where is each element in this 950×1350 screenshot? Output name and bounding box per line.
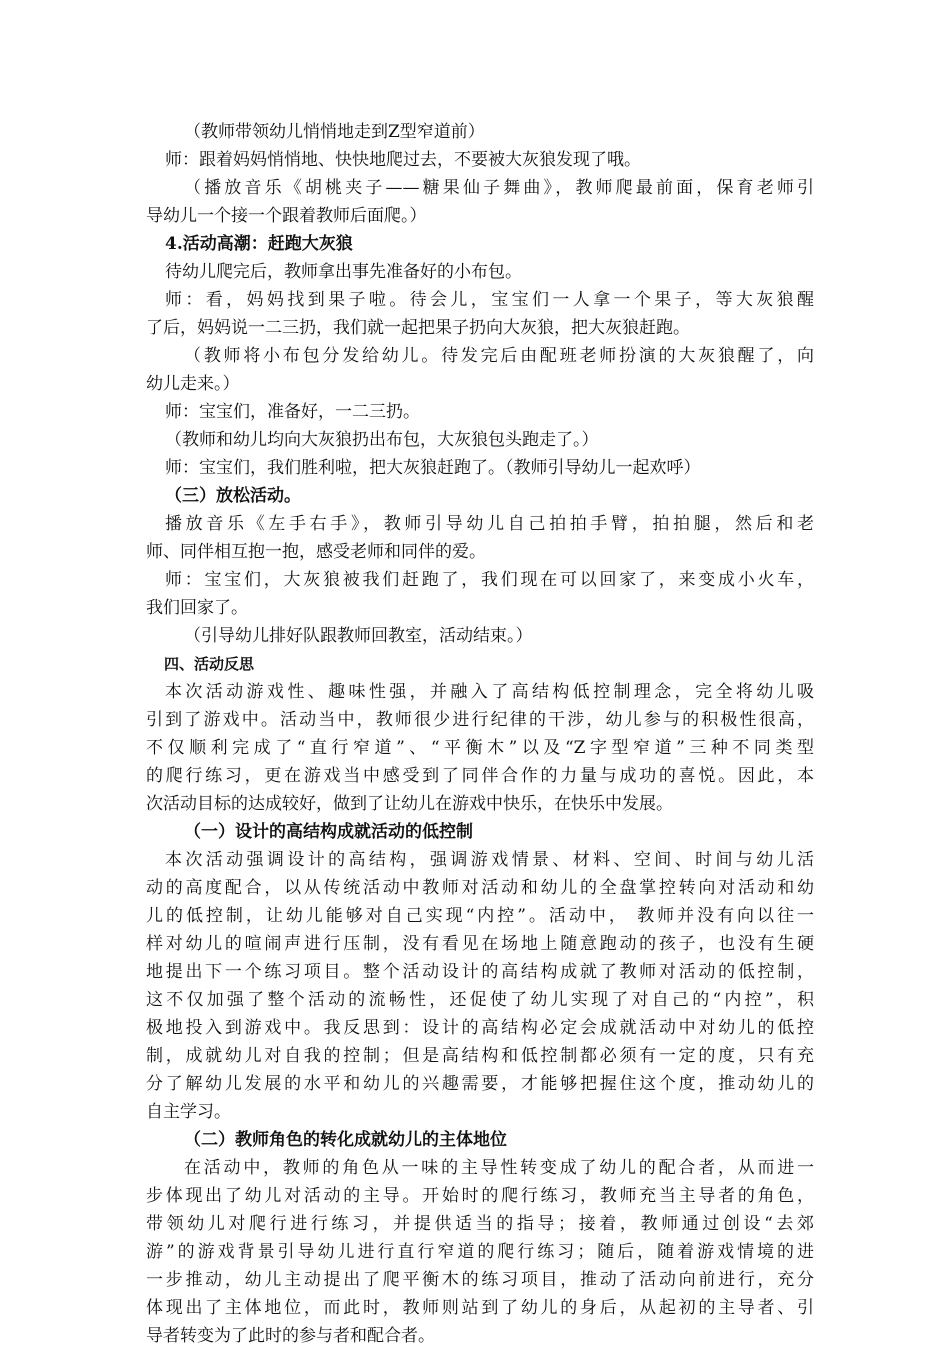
paragraph-cont: 这不仅加强了整个活动的流畅性，还促使了幼儿实现了对自己的“内控”，积 — [146, 990, 814, 1010]
paragraph: 本次活动强调设计的高结构，强调游戏情景、材料、空间、时间与幼儿活 — [165, 850, 814, 870]
design-heading: （一）设计的高结构成就活动的低控制 — [184, 822, 473, 842]
paragraph-cont: 样对幼儿的喧闹声进行压制，没有看见在场地上随意跑动的孩子，也没有生硬 — [146, 934, 814, 954]
teacher-line: 师：看，妈妈找到果子啦。待会儿，宝宝们一人拿一个果子，等大灰狼醒 — [165, 290, 814, 310]
relax-heading: （三）放松活动。 — [165, 486, 301, 506]
paragraph-cont: 体现出了主体地位，而此时，教师则站到了幼儿的身后，从起初的主导者、引 — [146, 1298, 814, 1318]
paragraph-cont: 引到了游戏中。活动当中，教师很少进行纪律的干涉，幼儿参与的积极性很高， — [146, 710, 814, 730]
document-page — [146, 118, 814, 1350]
stage-direction: （播放音乐《胡桃夹子——糖果仙子舞曲》，教师爬最前面，保育老师引 — [184, 178, 814, 198]
paragraph-cont: 的爬行练习，更在游戏当中感受到了同伴合作的力量与成功的喜悦。因此，本 — [146, 766, 814, 786]
teacher-line-cont: 我们回家了。 — [146, 598, 248, 618]
paragraph-cont: 游”的游戏背景引导幼儿进行直行窄道的爬行练习；随后，随着游戏情境的进 — [146, 1242, 814, 1262]
paragraph: 本次活动游戏性、趣味性强，并融入了高结构低控制理念，完全将幼儿吸 — [165, 682, 814, 702]
teacher-line: 师：宝宝们，大灰狼被我们赶跑了，我们现在可以回家了，来变成小火车， — [165, 570, 814, 590]
stage-direction: （教师和幼儿均向大灰狼扔出布包，大灰狼包头跑走了。） — [165, 430, 599, 450]
teacher-line: 师：宝宝们，准备好，一二三扔。 — [165, 402, 420, 422]
paragraph-cont: 师、同伴相互抱一抱，感受老师和同伴的爱。 — [146, 542, 486, 562]
teacher-line: 师：跟着妈妈悄悄地、快快地爬过去，不要被大灰狼发现了哦。 — [165, 150, 641, 170]
stage-direction-cont: 幼儿走来。） — [146, 374, 240, 394]
paragraph-cont: 自主学习。 — [146, 1102, 231, 1122]
paragraph: 播放音乐《左手右手》，教师引导幼儿自己拍拍手臂，拍拍腿，然后和老 — [165, 514, 814, 534]
paragraph-cont: 不仅顺利完成了“直行窄道”、“平衡木”以及“Z字型窄道”三种不同类型 — [146, 738, 814, 758]
stage-direction: （教师带领幼儿悄悄地走到Z型窄道前） — [184, 122, 485, 142]
reflection-heading: 四、活动反思 — [164, 655, 255, 673]
teacher-line: 师：宝宝们，我们胜利啦，把大灰狼赶跑了。（教师引导幼儿一起欢呼） — [165, 458, 701, 478]
paragraph-cont: 带领幼儿对爬行进行练习，并提供适当的指导；接着，教师通过创设“去郊 — [146, 1214, 814, 1234]
paragraph-cont: 儿的低控制，让幼儿能够对自己实现“内控”。活动中， 教师并没有向以往一 — [146, 906, 814, 926]
paragraph-cont: 极地投入到游戏中。我反思到：设计的高结构必定会成就活动中对幼儿的低控 — [146, 1018, 814, 1038]
paragraph-cont: 次活动目标的达成较好，做到了让幼儿在游戏中快乐，在快乐中发展。 — [146, 794, 673, 814]
paragraph: 在活动中，教师的角色从一味的主导性转变成了幼儿的配合者，从而进一 — [184, 1158, 814, 1178]
paragraph: 待幼儿爬完后，教师拿出事先准备好的小布包。 — [165, 262, 522, 282]
paragraph-cont: 步体现出了幼儿对活动的主导。开始时的爬行练习，教师充当主导者的角色， — [146, 1186, 814, 1206]
paragraph-cont: 地提出下一个练习项目。整个活动设计的高结构成就了教师对活动的低控制， — [146, 962, 814, 982]
stage-direction-cont: 导幼儿一个接一个跟着教师后面爬。） — [146, 206, 427, 226]
teacher-line-cont: 了后，妈妈说一二三扔，我们就一起把果子扔向大灰狼，把大灰狼赶跑。 — [146, 318, 690, 338]
paragraph-cont: 制，成就幼儿对自我的控制；但是高结构和低控制都必须有一定的度，只有充 — [146, 1046, 814, 1066]
climax-heading: 4.活动高潮：赶跑大灰狼 — [165, 234, 353, 254]
stage-direction: （引导幼儿排好队跟教师回教室，活动结束。） — [184, 626, 533, 646]
paragraph-cont: 动的高度配合，以从传统活动中教师对活动和幼儿的全盘掌控转向对活动和幼 — [146, 878, 814, 898]
paragraph-cont: 一步推动，幼儿主动提出了爬平衡木的练习项目，推动了活动向前进行，充分 — [146, 1270, 814, 1290]
paragraph-cont: 导者转变为了此时的参与者和配合者。 — [146, 1326, 435, 1346]
paragraph-cont: 分了解幼儿发展的水平和幼儿的兴趣需要，才能够把握住这个度，推动幼儿的 — [146, 1074, 814, 1094]
stage-direction: （教师将小布包分发给幼儿。待发完后由配班老师扮演的大灰狼醒了，向 — [184, 346, 814, 366]
role-heading: （二）教师角色的转化成就幼儿的主体地位 — [184, 1130, 507, 1150]
